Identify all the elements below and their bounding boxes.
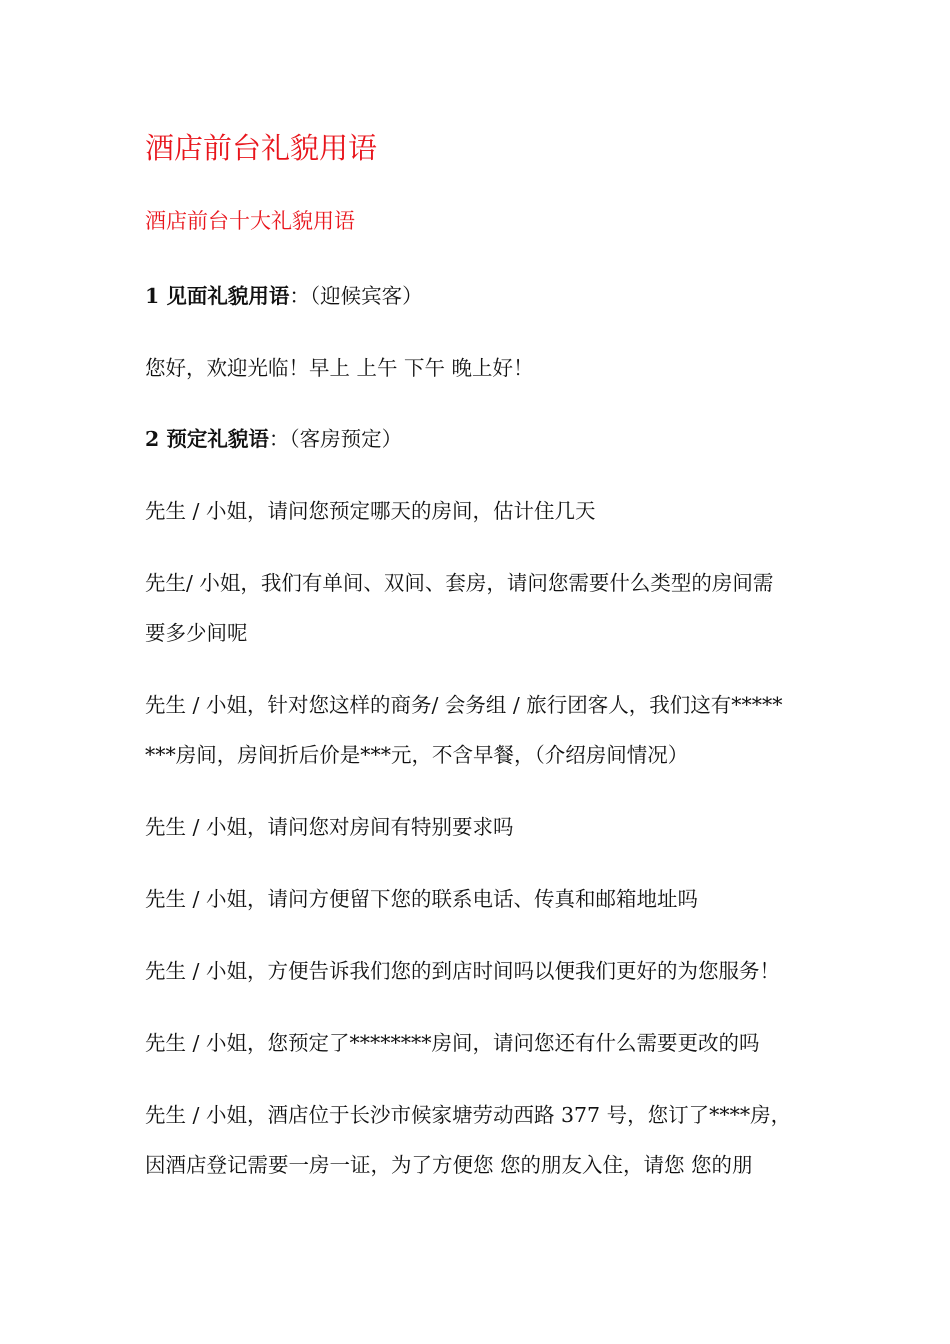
- paragraph-1-text: 先生 / 小姐，请问您预定哪天的房间，估计住几天: [145, 499, 596, 523]
- paragraph-5: [145, 874, 815, 924]
- paragraph-8: [145, 1090, 815, 1190]
- section-heading-1: [145, 271, 815, 321]
- paragraph-greeting: [145, 343, 815, 393]
- section-heading-1-label: 1 见面礼貌用语: [145, 284, 290, 308]
- section-heading-2: [145, 414, 815, 464]
- paragraph-greeting-text: 您好，欢迎光临！早上 上午 下午 晚上好！: [145, 356, 534, 380]
- section-heading-2-suffix: ：（客房预定）: [268, 427, 403, 451]
- paragraph-3-line-1: 先生 / 小姐，针对您这样的商务/ 会务组 / 旅行团客人，我们这有*****: [145, 693, 783, 717]
- paragraph-8-line-1: 先生 / 小姐，酒店位于长沙市候家塘劳动西路 377 号，您订了****房，: [145, 1103, 792, 1127]
- paragraph-3: [145, 680, 815, 780]
- paragraph-7-text: 先生 / 小姐，您预定了********房间，请问您还有什么需要更改的吗: [145, 1031, 760, 1055]
- section-heading-1-suffix: ：（迎候宾客）: [289, 284, 423, 308]
- paragraph-7: [145, 1018, 815, 1068]
- paragraph-2-line-1: 先生/ 小姐，我们有单间、双间、套房，请问您需要什么类型的房间需: [145, 571, 774, 595]
- page-subtitle: 酒店前台十大礼貌用语: [145, 209, 355, 233]
- paragraph-3-line-2: ***房间，房间折后价是***元，不含早餐，（介绍房间情况）: [145, 743, 689, 767]
- paragraph-5-text: 先生 / 小姐，请问方便留下您的联系电话、传真和邮箱地址吗: [145, 887, 698, 911]
- paragraph-1: [145, 486, 815, 536]
- paragraph-6: [145, 946, 815, 996]
- paragraph-2: [145, 558, 815, 658]
- paragraph-4-text: 先生 / 小姐，请问您对房间有特别要求吗: [145, 815, 514, 839]
- page-title: 酒店前台礼貌用语: [145, 131, 378, 165]
- section-heading-2-label: 2 预定礼貌语: [145, 427, 269, 451]
- paragraph-4: [145, 802, 815, 852]
- paragraph-2-line-2: 要多少间呢: [145, 621, 248, 645]
- paragraph-8-line-2: 因酒店登记需要一房一证，为了方便您 您的朋友入住，请您 您的朋: [145, 1153, 753, 1177]
- paragraph-6-text: 先生 / 小姐，方便告诉我们您的到店时间吗以便我们更好的为您服务！: [145, 959, 780, 983]
